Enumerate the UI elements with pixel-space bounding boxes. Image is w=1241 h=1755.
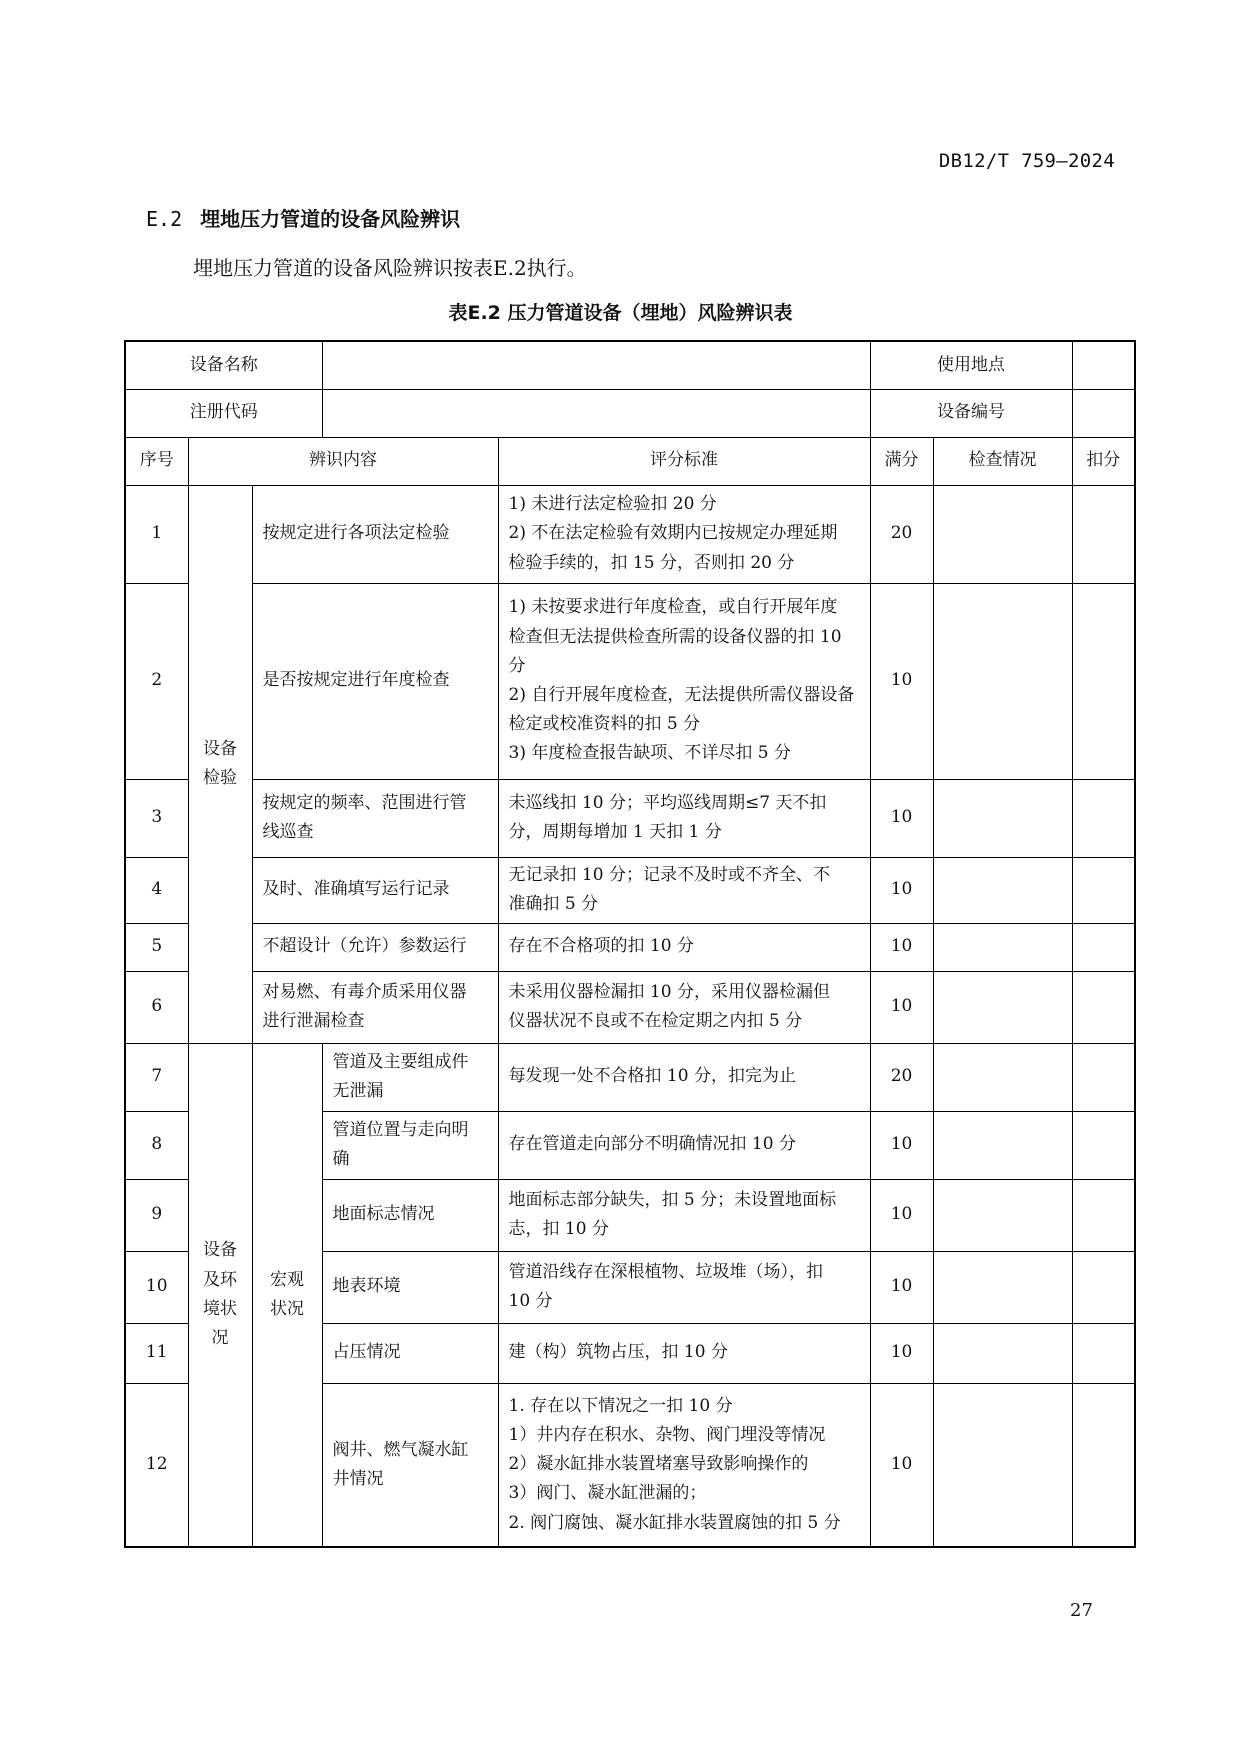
deduction-cell[interactable] [1072, 1179, 1135, 1251]
text-line: 分，周期每增加 1 天扣 1 分 [508, 822, 722, 842]
scoring-criteria [498, 485, 870, 583]
text-line: 2) 不在法定检验有效期内已按规定办理延期 [508, 523, 838, 544]
row-number: 11 [125, 1323, 188, 1383]
identification-content [252, 779, 498, 857]
full-score: 10 [870, 583, 933, 779]
table-row [125, 779, 1135, 857]
col-header-inspection: 检查情况 [933, 437, 1072, 485]
row-number: 12 [125, 1383, 188, 1547]
device-no-label: 设备编号 [870, 389, 1072, 437]
inspection-result-cell[interactable] [933, 583, 1072, 779]
scoring-criteria [498, 1043, 870, 1111]
scoring-criteria [498, 1323, 870, 1383]
inspection-result-cell[interactable] [933, 1111, 1072, 1179]
text-line: 阀井、燃气凝水缸 [332, 1439, 469, 1460]
full-score: 10 [870, 1179, 933, 1251]
full-score: 10 [870, 857, 933, 923]
device-name-value[interactable] [322, 341, 870, 389]
inspection-result-cell[interactable] [933, 971, 1072, 1043]
col-header-full-score: 满分 [870, 437, 933, 485]
full-score: 20 [870, 485, 933, 583]
text-line: 每发现一处不合格扣 10 分，扣完为止 [508, 1066, 796, 1087]
text-line: 1) 未按要求进行年度检查，或自行开展年度 [508, 597, 838, 618]
inspection-result-cell[interactable] [933, 1251, 1072, 1323]
location-label: 使用地点 [870, 341, 1072, 389]
text-line: 及环 [203, 1269, 237, 1290]
inspection-result-cell[interactable] [933, 779, 1072, 857]
row-number: 9 [125, 1179, 188, 1251]
row-number: 6 [125, 971, 188, 1043]
text-line: 进行泄漏检查 [262, 1011, 365, 1031]
text-line: 管道及主要组成件 [332, 1051, 469, 1072]
category-equipment-inspection [188, 485, 252, 1043]
identification-content: 占压情况 [322, 1323, 498, 1383]
deduction-cell[interactable] [1072, 1251, 1135, 1323]
text-line: 2. 阀门腐蚀、凝水缸排水装置腐蚀的扣 5 分 [508, 1512, 841, 1533]
inspection-result-cell[interactable] [933, 1323, 1072, 1383]
device-no-value[interactable] [1072, 389, 1135, 437]
text-line: 建（构）筑物占压，扣 10 分 [508, 1342, 728, 1363]
row-number: 2 [125, 583, 188, 779]
text-line: 检验 [203, 768, 237, 788]
info-row-1 [125, 341, 1135, 389]
deduction-cell[interactable] [1072, 485, 1135, 583]
text-line: 检验手续的，扣 15 分，否则扣 20 分 [508, 552, 795, 573]
full-score: 20 [870, 1043, 933, 1111]
text-line: 存在管道走向部分不明确情况扣 10 分 [508, 1134, 796, 1155]
text-line: 1）井内存在积水、杂物、阀门埋没等情况 [508, 1424, 826, 1445]
inspection-result-cell[interactable] [933, 857, 1072, 923]
deduction-cell[interactable] [1072, 779, 1135, 857]
full-score: 10 [870, 971, 933, 1043]
full-score: 10 [870, 1111, 933, 1179]
deduction-cell[interactable] [1072, 1043, 1135, 1111]
table-row [125, 923, 1135, 971]
full-score: 10 [870, 1323, 933, 1383]
reg-code-value[interactable] [322, 389, 870, 437]
inspection-result-cell[interactable] [933, 1383, 1072, 1547]
table-caption: 表E.2 压力管道设备（埋地）风险辨识表 [448, 302, 793, 324]
text-line: 1) 未进行法定检验扣 20 分 [508, 494, 717, 515]
text-line: 2）凝水缸排水装置堵塞导致影响操作的 [508, 1454, 809, 1475]
text-line: 2) 自行开展年度检查，无法提供所需仪器设备 [508, 685, 855, 705]
inspection-result-cell[interactable] [933, 1179, 1072, 1251]
device-name-label: 设备名称 [125, 341, 322, 389]
col-header-criteria: 评分标准 [498, 437, 870, 485]
table-row [125, 583, 1135, 779]
scoring-criteria [498, 971, 870, 1043]
text-line: 地面标志部分缺失，扣 5 分；未设置地面标 [508, 1189, 837, 1210]
row-number: 10 [125, 1251, 188, 1323]
scoring-criteria [498, 1111, 870, 1179]
scoring-criteria [498, 1251, 870, 1323]
text-line: 3) 年度检查报告缺项、不详尽扣 5 分 [508, 743, 791, 764]
text-line: 无记录扣 10 分；记录不及时或不齐全、不 [508, 864, 830, 885]
row-number: 3 [125, 779, 188, 857]
section-number: E.2 [146, 207, 183, 231]
table-row [125, 971, 1135, 1043]
text-line: 未采用仪器检漏扣 10 分，采用仪器检漏但 [508, 981, 830, 1002]
text-line: 管道位置与走向明 [332, 1119, 469, 1140]
text-line: 检查但无法提供检查所需的设备仪器的扣 10 [508, 626, 842, 647]
info-row-2 [125, 389, 1135, 437]
table-row [125, 485, 1135, 583]
identification-content [322, 1043, 498, 1111]
inspection-result-cell[interactable] [933, 1043, 1072, 1111]
text-line: 未巡线扣 10 分；平均巡线周期≤7 天不扣 [508, 792, 827, 813]
scoring-criteria [498, 1179, 870, 1251]
inspection-result-cell[interactable] [933, 485, 1072, 583]
page-number: 27 [1070, 1600, 1093, 1621]
text-line: 设备 [203, 1240, 237, 1261]
deduction-cell[interactable] [1072, 1323, 1135, 1383]
text-line: 设备 [203, 738, 237, 759]
deduction-cell[interactable] [1072, 857, 1135, 923]
row-number: 7 [125, 1043, 188, 1111]
identification-content [322, 1111, 498, 1179]
identification-content: 不超设计（允许）参数运行 [252, 923, 498, 971]
identification-content [322, 1383, 498, 1547]
col-header-deduction: 扣分 [1072, 437, 1135, 485]
deduction-cell[interactable] [1072, 583, 1135, 779]
scoring-criteria [498, 779, 870, 857]
text-line: 志，扣 10 分 [508, 1219, 609, 1239]
section-title: 埋地压力管道的设备风险辨识 [200, 207, 461, 231]
text-line: 检定或校准资料的扣 5 分 [508, 714, 701, 735]
deduction-cell[interactable] [1072, 923, 1135, 971]
col-header-content: 辨识内容 [188, 437, 498, 485]
scoring-criteria [498, 923, 870, 971]
row-number: 4 [125, 857, 188, 923]
deduction-cell[interactable] [1072, 971, 1135, 1043]
text-line: 状况 [270, 1298, 304, 1319]
text-line: 仪器状况不良或不在检定期之内扣 5 分 [508, 1011, 803, 1031]
risk-identification-table [124, 340, 1136, 1548]
text-line: 确 [332, 1149, 350, 1169]
document-code: DB12/T 759—2024 [938, 150, 1115, 172]
row-number: 1 [125, 485, 188, 583]
identification-content: 地表环境 [322, 1251, 498, 1323]
full-score: 10 [870, 1251, 933, 1323]
text-line: 存在不合格项的扣 10 分 [508, 936, 694, 957]
scoring-criteria [498, 1383, 870, 1547]
header-row [125, 437, 1135, 485]
inspection-result-cell[interactable] [933, 923, 1072, 971]
scoring-criteria [498, 857, 870, 923]
row-number: 8 [125, 1111, 188, 1179]
table-row [125, 1043, 1135, 1111]
text-line: 对易燃、有毒介质采用仪器 [262, 981, 467, 1002]
subcategory-macro-condition [252, 1043, 322, 1547]
text-line: 况 [211, 1327, 229, 1348]
row-number: 5 [125, 923, 188, 971]
table-row [125, 857, 1135, 923]
identification-content: 是否按规定进行年度检查 [252, 583, 498, 779]
text-line: 1. 存在以下情况之一扣 10 分 [508, 1395, 733, 1416]
full-score: 10 [870, 779, 933, 857]
intro-paragraph: 埋地压力管道的设备风险辨识按表E.2执行。 [193, 256, 587, 280]
reg-code-label: 注册代码 [125, 389, 322, 437]
full-score: 10 [870, 923, 933, 971]
full-score: 10 [870, 1383, 933, 1547]
identification-content: 及时、准确填写运行记录 [252, 857, 498, 923]
section-heading [146, 203, 460, 232]
text-line: 线巡查 [262, 822, 314, 842]
text-line: 分 [508, 655, 526, 676]
text-line: 无泄漏 [332, 1081, 384, 1101]
text-line: 准确扣 5 分 [508, 894, 599, 914]
text-line: 3）阀门、凝水缸泄漏的； [508, 1483, 707, 1504]
col-header-no: 序号 [125, 437, 188, 485]
category-equipment-environment [188, 1043, 252, 1547]
scoring-criteria [498, 583, 870, 779]
text-line: 宏观 [270, 1269, 304, 1290]
deduction-cell[interactable] [1072, 1383, 1135, 1547]
text-line: 管道沿线存在深根植物、垃圾堆（场），扣 [508, 1261, 824, 1282]
identification-content: 地面标志情况 [322, 1179, 498, 1251]
text-line: 井情况 [332, 1468, 384, 1489]
identification-content: 按规定进行各项法定检验 [252, 485, 498, 583]
text-line: 按规定的频率、范围进行管 [262, 792, 467, 813]
location-value[interactable] [1072, 341, 1135, 389]
text-line: 境状 [203, 1298, 237, 1319]
text-line: 10 分 [508, 1291, 553, 1311]
deduction-cell[interactable] [1072, 1111, 1135, 1179]
identification-content [252, 971, 498, 1043]
